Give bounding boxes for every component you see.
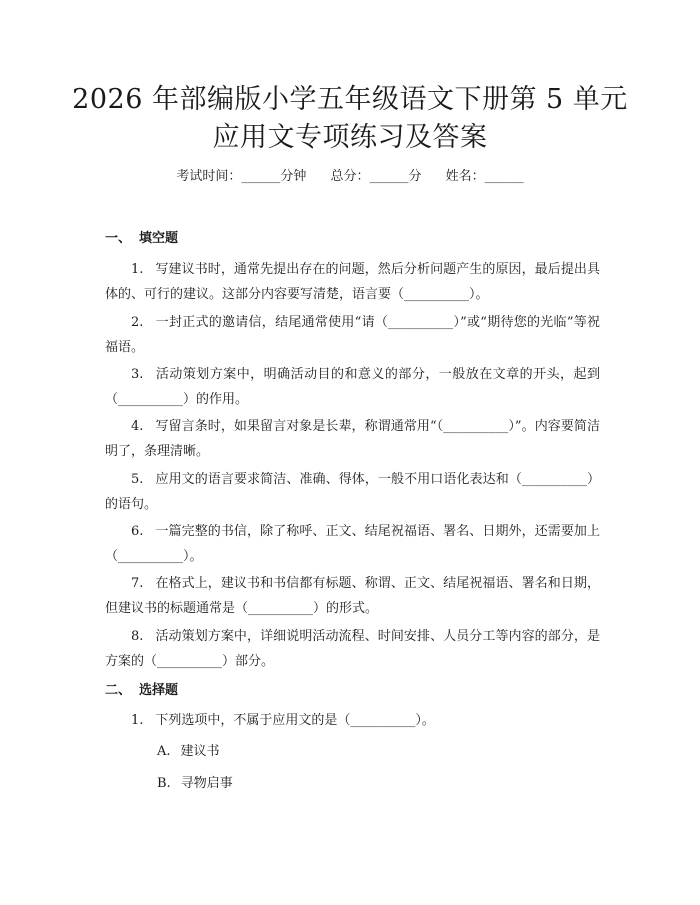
question-number: 1. bbox=[131, 713, 144, 728]
question-item bbox=[105, 624, 600, 674]
question-text: 写建议书时，通常先提出存在的问题，然后分析问题产生的原因，最后提出具体的、可行的建议。这部分内容要写清楚，语言要（__________）。 bbox=[105, 262, 600, 302]
question-number: 5. bbox=[131, 472, 144, 487]
question-text: 活动策划方案中，详细说明活动流程、时间安排、人员分工等内容的部分，是方案的（__________）部分。 bbox=[105, 629, 600, 669]
question-number: 3. bbox=[131, 367, 144, 382]
question-item bbox=[105, 362, 600, 412]
question-text: 应用文的语言要求简洁、准确、得体，一般不用口语化表达和（__________）的语句。 bbox=[105, 472, 600, 512]
question-item bbox=[105, 708, 600, 733]
option-letter: A. bbox=[157, 744, 171, 759]
option-text: 寻物启事 bbox=[180, 776, 233, 791]
question-text: 下列选项中，不属于应用文的是（__________）。 bbox=[155, 713, 435, 728]
option-letter: B. bbox=[157, 776, 171, 791]
option-text: 建议书 bbox=[180, 744, 220, 759]
total-score-field: 总分：______分 bbox=[330, 169, 422, 184]
question-text: 在格式上，建议书和书信都有标题、称谓、正文、结尾祝福语、署名和日期，但建议书的标题通常是（__________）的形式。 bbox=[105, 576, 600, 616]
section-heading-fill-blank bbox=[105, 229, 178, 249]
question-number: 1. bbox=[131, 262, 144, 277]
question-item bbox=[105, 414, 600, 464]
question-item bbox=[105, 257, 600, 307]
question-item bbox=[105, 571, 600, 621]
question-number: 8. bbox=[131, 629, 144, 644]
question-number: 7. bbox=[131, 576, 144, 591]
section-title: 填空题 bbox=[139, 231, 179, 246]
student-name-field: 姓名：______ bbox=[445, 169, 524, 184]
section-number: 一、 bbox=[105, 231, 132, 246]
section-heading-multiple-choice bbox=[105, 681, 178, 701]
section-number: 二、 bbox=[105, 683, 132, 698]
question-text: 写留言条时，如果留言对象是长辈，称谓通常用“（__________）”。内容要简洁明了，条理清晰。 bbox=[105, 419, 600, 459]
section-title: 选择题 bbox=[139, 683, 179, 698]
question-text: 一篇完整的书信，除了称呼、正文、结尾祝福语、署名、日期外，还需要加上（__________）。 bbox=[105, 524, 600, 564]
exam-info-line bbox=[0, 166, 700, 188]
question-number: 2. bbox=[131, 315, 144, 330]
question-item bbox=[105, 519, 600, 569]
question-number: 6. bbox=[131, 524, 144, 539]
choice-option-b bbox=[157, 773, 233, 795]
exam-time-field: 考试时间：______分钟 bbox=[176, 169, 307, 184]
question-item bbox=[105, 310, 600, 360]
question-item bbox=[105, 467, 600, 517]
document-title-line1: 2026 年部编版小学五年级语文下册第 5 单元 bbox=[72, 84, 628, 115]
choice-option-a bbox=[157, 741, 220, 763]
question-text: 活动策划方案中，明确活动目的和意义的部分，一般放在文章的开头，起到（__________）的作用。 bbox=[105, 367, 600, 407]
question-number: 4. bbox=[131, 419, 144, 434]
document-title-line2: 应用文专项练习及答案 bbox=[212, 122, 488, 153]
question-text: 一封正式的邀请信，结尾通常使用“请（__________）”或“期待您的光临”等祝福语。 bbox=[105, 315, 600, 355]
